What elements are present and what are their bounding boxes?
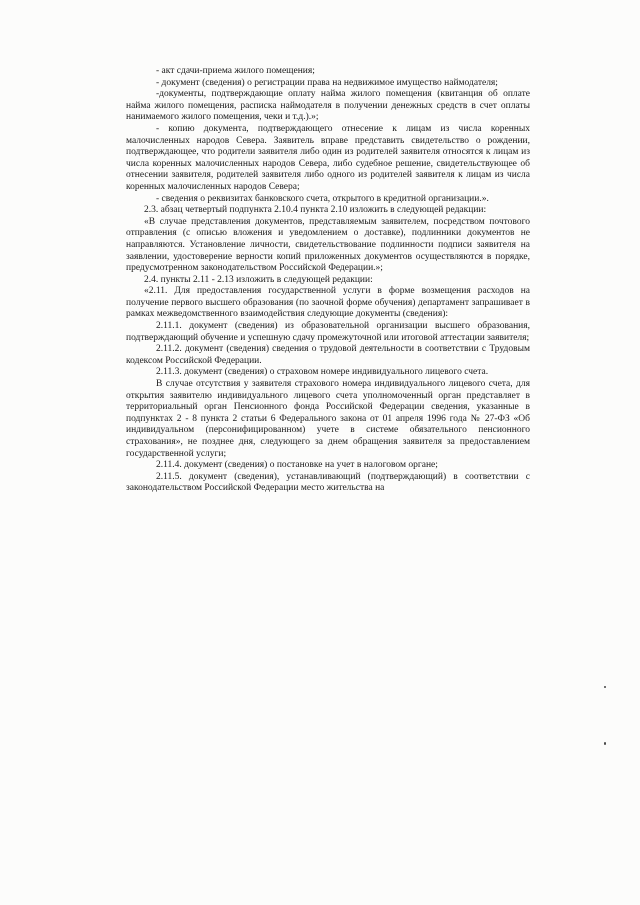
paragraph: В случае отсутствия у заявителя страхового номера индивидуального лицевого счета, для открытия заявителю индивидуального лицевого счета уполномоченный орган представляет в территориальный орган Пенсионного фонда Российской Федерации сведения, указанные в подпунктах 2 - 8 пункта 2 статьи 6 Федерального закона от 01 апреля 1996 года № 27-ФЗ «Об индивидуальном (персонифицированном) учете в системе обязательного пенсионного страхования», не позднее дня, следующего за днем обращения заявителя за предоставлением государственной услуги;	[126, 379, 530, 459]
paragraph: «2.11. Для предоставления государственной услуги в форме возмещения расходов на получение первого высшего образования (по заочной форме обучения) департамент запрашивает в рамках межведомственного взаимодействия следующие документы (сведения):	[126, 286, 530, 320]
paragraph: 2.11.3. документ (сведения) о страховом номере индивидуального лицевого счета.	[156, 367, 489, 378]
paragraph: 2.11.5. документ (сведения), устанавливающий (подтверждающий) в соответствии с законодательством Российской Федерации место жительства на	[126, 471, 530, 494]
paragraph: - сведения о реквизитах банковского счета, открытого в кредитной организации.».	[156, 193, 489, 204]
paragraph: «В случае представления документов, представляемым заявителем, посредством почтового отправления (с описью вложения и уведомлением о доставке), подлинники документов не направляются. Установление личности, свидетельствование подлинности подписи заявителя на заявлении, удостоверение верности копий приложенных документов осуществляются в порядке, предусмотренном законодательством Российской Федерации.»;	[126, 216, 530, 274]
document-body	[126, 66, 530, 495]
paragraph: - копию документа, подтверждающего отнесение к лицам из числа коренных малочисленных народов Севера. Заявитель вправе представить свидетельство о рождении, подтверждающее, что родители заявителя либо один из родителей заявителя относятся к лицам из числа коренных малочисленных народов Севера, либо судебное решение, свидетельствующее об отнесении заявителя, родителей заявителя либо одного из родителей заявителя к лицам из числа коренных малочисленных народов Севера;	[126, 123, 530, 192]
paragraph: 2.11.4. документ (сведения) о постановке на учет в налоговом органе;	[156, 460, 438, 471]
paragraph: - акт сдачи-приема жилого помещения;	[156, 66, 315, 76]
paragraph: 2.4. пункты 2.11 - 2.13 изложить в следующей редакции:	[144, 274, 373, 285]
paragraph: - документ (сведения) о регистрации права на недвижимое имущество наймодателя;	[156, 77, 498, 88]
scan-artifact	[604, 742, 606, 745]
paragraph: 2.11.1. документ (сведения) из образовательной организации высшего образования, подтверждающий обучение и успешную сдачу промежуточной или итоговой аттестации заявителя;	[126, 321, 530, 343]
paragraph: 2.3. абзац четвертый подпункта 2.10.4 пункта 2.10 изложить в следующей редакции:	[144, 205, 487, 216]
paragraph: 2.11.2. документ (сведения) сведения о трудовой деятельности в соответствии с Трудовым кодексом Российской Федерации.	[126, 344, 530, 366]
paragraph: -документы, подтверждающие оплату найма жилого помещения (квитанция об оплате найма жилого помещения, расписка наймодателя в получении денежных средств в счет оплаты нанимаемого жилого помещения, чеки и т.д.).»;	[126, 89, 530, 123]
scan-artifact	[604, 686, 606, 688]
